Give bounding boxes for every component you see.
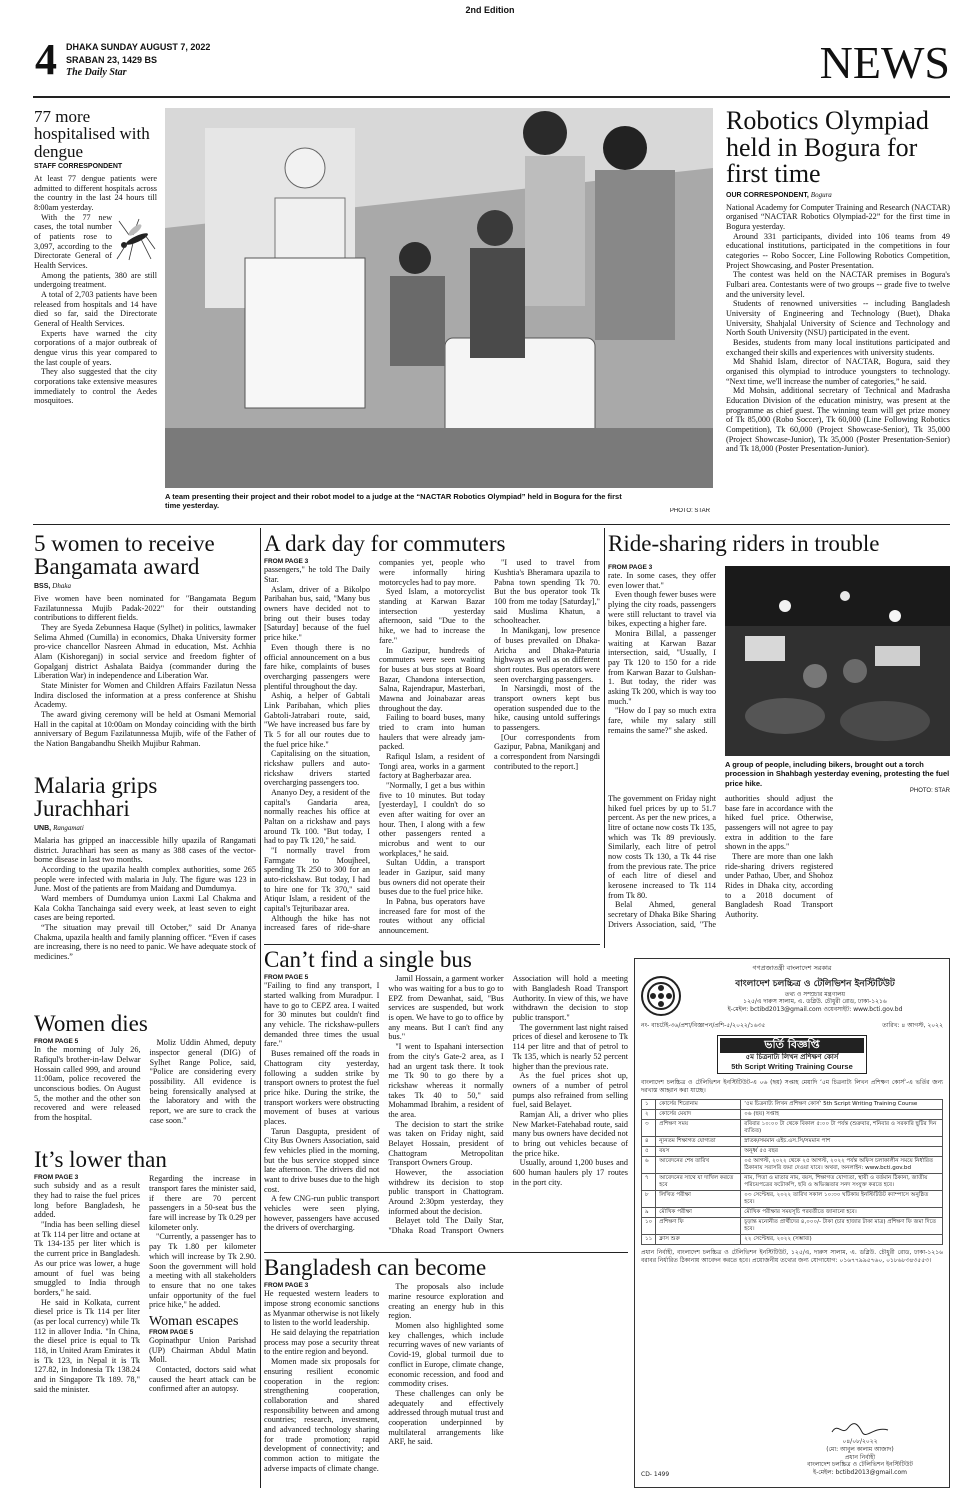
woman-escapes-p2: Contacted, doctors said what caused the heart attack can be confirmed after an autopsy. — [149, 1365, 256, 1394]
ad-table — [641, 1099, 943, 1245]
bd-become-p5: Momen also highlighted some key challenges, which include recurring waves of new variants of Covid-19, global turmoil due to conflict in Europe, climate change, economic recession, and food and commodity crises. — [388, 1321, 504, 1389]
women-dies-headline: Women dies — [34, 1012, 148, 1036]
single-bus-p2: Buses remained off the roads in Chattogram city yesterday, following a sudden strike by transport owners to protest the fuel price hike. During the strike, the transport workers were obstructing movement of buses at various places. — [264, 1049, 380, 1126]
ad-sign-org: বাংলাদেশ চলচ্চিত্র ও টেলিভিশন ইনস্টিটিউট — [807, 1461, 913, 1469]
commuters-p10: In Gazipur, hundreds of commuters were seen waiting for buses at bus stops at Board Bazar, Chandona intersection, Salna, Rajendrapur, Masterbari, Mawna and Joinabazar areas throughout the day. — [379, 645, 485, 713]
ad-row-value: ০৫ আগস্ট, ২০২২ থেকে ২৫ আগস্ট, ২০২২ পর্যন্ত অফিস চলাকালীন সময়ে নির্ধারিত ঠিকানায় সরাসরি জমা দেওয়া যাবে। অথবা, অনলাইন: www.bcti.gov.bd — [741, 1156, 943, 1173]
bangamata-p3: State Minister for Women and Children Affairs Fazilatun Nessa Indira disclosed the information at a press conference at Shishu Academy. — [34, 680, 256, 710]
ad-header — [641, 976, 943, 1016]
malaria-p3: Ward members of Dumdumya union Laxmi Lal Chakma and Kala Cokha Tanchainga said every week, at least seven to eight cases are being reported. — [34, 893, 256, 923]
robotics-p3: The contest was held on the NACTAR premises in Bogura's Fulbari area. Contestants were of two groups -- grade five to twelve and the university level. — [726, 270, 950, 299]
bangamata-byline-place: Dhaka — [52, 581, 71, 590]
ad-row-value: ‘৫ম চিত্রনাট্য লিখন প্রশিক্ষণ কোর্স’ 5th Script Writing Training Course — [741, 1099, 943, 1109]
robotics-headline: Robotics Olympiad held in Bogura for first time — [726, 108, 929, 189]
robotics-byline — [726, 191, 950, 199]
bd-become-p3: Momen made six proposals for ensuring resilient economic cooperation in the region: strengthening cooperation, collaboration and shared responsibility between and among countries; research, investment, and advanced technology sharing for trade promotion; rapid development of connectivity; and common action to mitigate the adverse impacts of climate change. — [264, 1357, 380, 1473]
torch-procession-art — [725, 566, 950, 756]
ad-table-row — [642, 1234, 943, 1244]
lower-than-headline: It’s lower than — [34, 1148, 167, 1172]
robotics-photo-art — [165, 108, 713, 488]
rideshare-headline: Ride-sharing riders in trouble — [608, 532, 880, 556]
ad-table-row — [642, 1173, 943, 1190]
paper-logo: The Daily Star — [66, 67, 127, 78]
torch-photo-credit: PHOTO: STAR — [909, 788, 950, 794]
ad-row-label: মৌখিক পরীক্ষা — [656, 1207, 741, 1217]
bangla-date: SRABAN 23, 1429 BS — [66, 55, 158, 65]
single-bus-p9: Belayet told The Daily Star, "Dhaka Road Transport Owners Association will hold a meeting with Bangladesh Road Transport Authority. In view of this, we have withdrawn the decision to stop public transport." — [388, 974, 628, 1235]
women-dies-from: FROM PAGE 5 — [34, 1038, 79, 1046]
ad-date: তারিখ: ৪ আগস্ট, ২০২২ — [882, 1022, 943, 1030]
lower-than-p3: He said in Kolkata, current diesel price is Tk 114 per liter (as per local currency) while Tk 112 in allover India. "In China, the diesel price is equal to Tk 118, in United Aram Emirates it is Tk 123, in Nepal it is Tk 127.82, in Indonesia Tk 138.24 and in Singapore Tk 189. 78," said the minister. — [34, 1297, 140, 1394]
rideshare-p5: The government on Friday night hiked fuel prices by up to 51.7 percent. As per the new prices, a litre of octane now costs Tk 135, which was Tk 89 previously. Similarly, each litre of petrol now costs Tk 130, a Tk 44 rise from the previous rate. The price of each litre of diesel and kerosene increased to Tk 114 from Tk 80. — [608, 794, 716, 900]
dengue-byline: STAFF CORRESPONDENT — [34, 162, 123, 170]
robotics-p4: Students of renowned universities -- including Bangladesh University of Engineering and Technology (Buet), Dhaka University, Shahjalal University of Science and Technology and North South University (NSU) participated in the event. — [726, 299, 950, 338]
single-bus-p12: Ramjan Ali, a driver who plies New Market-Fatehabad route, said many bus owners have decided not to bring out vehicles because of the price hike. — [512, 1109, 628, 1158]
ad-sign-title: প্রধান নির্বাহী — [844, 1453, 876, 1461]
ad-row-label: প্রশিক্ষণ ফি — [656, 1217, 741, 1234]
lower-than-p2: "India has been selling diesel at Tk 114 per litre and octane at Tk 134-135 per liter which is the current price in Bangladesh. As our price was lower, a huge amount of fuel was being smuggled to India through borders," he said. — [34, 1220, 140, 1297]
bd-become-article — [264, 1256, 628, 1490]
ad-row-number: ৬ — [642, 1156, 656, 1173]
rideshare-from: FROM PAGE 3 — [608, 564, 653, 571]
masthead-rule — [33, 96, 950, 98]
ad-course-en: 5th Script Writing Training Course — [731, 1061, 853, 1071]
dengue-p1: At least 77 dengue patients were admitted to different hospitals across the country in the last 24 hours till 8:00am yesterday. — [34, 173, 157, 212]
commuters-article — [264, 532, 600, 942]
ad-table-row — [642, 1217, 943, 1234]
ad-row-number: ৯ — [642, 1207, 656, 1217]
ad-row-number: ৪ — [642, 1136, 656, 1146]
single-bus-bottom-rule — [264, 1252, 628, 1253]
ad-footer-note: প্রধান নির্বাহী, বাংলাদেশ চলচ্চিত্র ও টেলিভিশন ইনস্টিটিউট, ১২৫/এ, দারুস সালাম, এ. ডব্লিউ. চৌধুরী রোড, ঢাকা-১২১৬ বরাবর নির্ধারিত ঠিকানায় আবেদন করতে হবে। প্রয়োজনীয় তথ্যের জন্য যোগাযোগ: ০১৬৭৭৯৯৫৭৬০, ০১৮৬৮৩৪৩৫৫৩। — [641, 1248, 943, 1264]
mosquito-illustration — [115, 215, 157, 261]
ad-table-row — [642, 1190, 943, 1207]
section-title: NEWS — [819, 40, 950, 86]
single-bus-article — [264, 948, 628, 1248]
page-number: 4 — [35, 38, 57, 82]
malaria-article — [34, 774, 256, 1010]
ad-table-row — [642, 1146, 943, 1156]
single-bus-p7: The decision to start the strike was taken on Friday night, said Belayet Hossain, president of Chattogram Metropolitan Transport Owners Group. — [388, 1119, 504, 1168]
ad-row-value: চূড়ান্ত মনোনীত প্রার্থীদের ৪,০০০/- টাকা (চার হাজার টাকা মাত্র) প্রশিক্ষণ ফি জমা দিতে হবে। — [741, 1217, 943, 1234]
lower-than-columns — [34, 1174, 256, 1394]
dengue-p4: A total of 2,703 patients have been released from hospitals and 14 have died so far, said the Directorate General of Health Services. — [34, 290, 157, 329]
rideshare-col1 — [608, 564, 716, 735]
rideshare-p7: There are more than one lakh ride-sharing drivers registered under Pathao, Uber, and Shohoz Rides in Dhaka city, according to a 2018 document of Bangladesh Road Transport Authority. — [725, 852, 833, 920]
ad-row-value: ০৩ সেপ্টেম্বর, ২০২২ তারিখ সকাল ১০:৩০ ঘটিকায় ইনস্টিটিউট ক্যাম্পাসে অনুষ্ঠিত হবে। — [741, 1190, 943, 1207]
commuters-p7: "I normally travel from Farmgate to Moujheel, spending Tk 250 to 300 for an auto-rickshaw. But today, I had to hire one for Tk 370," said Atiqur Islam, a resident of the capital's Tejturibazar area. — [264, 845, 370, 913]
ad-title-box — [717, 1035, 867, 1074]
dengue-p5: Experts have warned the city corporations of a major outbreak of dengue virus this year compared to the last couple of years. — [34, 328, 157, 367]
commuters-p4: Ashiq, a helper of Gabtali Link Paribahan, which plies Gabtoli-Jatrabari route, said, "We have increased bus fare by Tk 5 for all our routes due to the fuel price hike." — [264, 691, 370, 749]
ad-signature-block — [785, 1420, 935, 1477]
single-bus-p13: Usually, around 1,200 buses and 600 human haulers ply 17 routes in the port city. — [512, 1158, 628, 1187]
malaria-p4: “The situation may prevail till October,” said Dr Ananya Chakma, upazila health and family planning officer. “Even if cases are increasing, there is no need to panic. We have adequate stock of medicines.” — [34, 922, 256, 961]
bangamata-p1: Five women have been nominated for "Bangamata Begum Fazilatunnessa Mujib Padak-2022" for their outstanding contributions to different fields. — [34, 593, 256, 623]
rideshare-p3: Monira Billal, a passenger waiting at Karwan Bazar intersection, said, "Usually, I pay Tk 120 to 150 for a ride from Karwan Bazar to Gulshan-1. But today, the rider was asking Tk 200, which is way too much." — [608, 629, 716, 706]
bcti-logo — [641, 976, 681, 1016]
edition-label: 2nd Edition — [465, 5, 515, 15]
ad-sign-name: (মো: আবুল কালাম আজাদ) — [826, 1445, 894, 1453]
bd-become-p2: He said delaying the repatriation process may pose a security threat to the entire region and beyond. — [264, 1328, 380, 1357]
torch-procession-photo — [725, 566, 950, 756]
ad-row-value: মৌখিক পরীক্ষার সময়সূচি পরবর্তীতে জানানো হবে। — [741, 1207, 943, 1217]
bd-become-from: FROM PAGE 3 — [264, 1282, 309, 1290]
date-line: DHAKA SUNDAY AUGUST 7, 2022 — [66, 42, 211, 52]
mosquito-icon — [115, 215, 157, 261]
women-dies-article — [34, 1012, 256, 1144]
robotics-p6: Md Shahid Islam, director of NACTAR, Bogura, said they organised this olympiad to introduce youngsters to technology. “Next time, we'll increase the number of categories,” he said. — [726, 357, 950, 386]
ad-row-value: ২২ সেপ্টেম্বর, ২০২২ (সম্ভাব্য) — [741, 1234, 943, 1244]
ad-gov-line: গণপ্রজাতন্ত্রী বাংলাদেশ সরকার — [752, 964, 832, 972]
ad-signature-date: ০৪/০৮/২০২২ — [842, 1438, 878, 1446]
commuters-p9: Syed Islam, a motorcyclist standing at Karwan Bazar intersection yesterday afternoon, said "Due to the hike, we had to increase the fare." — [379, 587, 485, 645]
single-bus-p5: Jamil Hossain, a garment worker who was waiting for a bus to go to EPZ from Dewanhat, said, "Bus services are suspended, but work is open. We have to go to office by any means. But I can't find any bus." — [388, 974, 504, 1042]
ad-title: ভর্তি বিজ্ঞপ্তি — [720, 1038, 864, 1052]
ad-row-value: অনূর্ধ্ব ৫৫ বছর — [741, 1146, 943, 1156]
rideshare-p6: Belal Ahmed, general secretary of Dhaka Bike Sharing Drivers Association, said, "The authorities should adjust the base fare in accordance with the hiked fuel price. Otherwise, passengers will not agree to pay extra in addition to the fare shown in the apps." — [608, 794, 833, 929]
woman-escapes-from: FROM PAGE 5 — [149, 1329, 194, 1337]
ad-row-value: নাম, পিতা ও মাতার নাম, বয়স, শিক্ষাগত যোগ্যতা, স্থায়ী ও বর্তমান ঠিকানা, জাতীয় পরিচয়পত্রের ফটোকপি, ছবি ও অভিজ্ঞতার সনদ সংযুক্ত করতে হবে। — [741, 1173, 943, 1190]
malaria-p2: According to the upazila health complex authorities, some 265 people were infected with malaria in July. The figure was 123 in June. Most of the patients are from Maidang and Dumdumya. — [34, 864, 256, 894]
robotics-byline-name: OUR CORRESPONDENT, — [726, 191, 809, 199]
commuters-p11: Failing to board buses, many tried to cram into human haulers that were already jam-packed. — [379, 713, 485, 752]
ad-intro: বাংলাদেশ চলচ্চিত্র ও টেলিভিশন ইনস্টিটিউট-এ ০৬ (ছয়) সপ্তাহ মেয়াদি ‘৫ম চিত্রনাট্য লিখন প্রশিক্ষণ কোর্স’-এ ভর্তির জন্য দরখাস্ত আহ্বান করা যাচ্ছে। — [641, 1079, 943, 1095]
bangamata-byline — [34, 582, 256, 590]
dengue-p6: They also suggested that the city corporations take extensive measures immediately to control the Aedes mosquitoes. — [34, 367, 157, 406]
robotics-photo-caption: A team presenting their project and their robot model to a judge at the “NACTAR Robotics Olympiad” held in Bogura for the first time yesterday. — [165, 492, 622, 511]
ad-row-value: রবিবার ১০:০০ টা থেকে বিকাল ৫:০০ টা পর্যন্ত (শুক্রবার, শনিবার ও সরকারি ছুটির দিন ব্যতিত) — [741, 1119, 943, 1136]
signature-icon — [830, 1420, 890, 1438]
ad-row-label: বয়স — [656, 1146, 741, 1156]
ad-row-number: ১০ — [642, 1217, 656, 1234]
robotics-p5: Besides, students from many local institutions participated and exchanged their skills and experiences with university students. — [726, 337, 950, 357]
ad-sign-email: ই-মেইল: bctibd2013@gmail.com — [813, 1469, 907, 1477]
rideshare-article — [608, 532, 950, 942]
lower-than-p4: Regarding the increase in transport fares the minister said, if there are 70 percent passengers in a 50-seat bus the fare will increase by Tk 0.29 per kilometer only. — [149, 1174, 256, 1232]
malaria-byline-name: UNB, — [34, 824, 52, 832]
ad-row-label: ক্লাস শুরু — [656, 1234, 741, 1244]
single-bus-p3: Tarun Dasgupta, president of City Bus Owners Association, said few vehicles plied in the morning, but the bus service stopped since late afternoon. The drivers did not want to drive buses due to the high cost. — [264, 1126, 380, 1194]
ad-address: ১২৫/এ দারুস সালাম, এ. ডব্লিউ. চৌধুরী রোড, ঢাকা-১২১৬ — [743, 998, 887, 1006]
ad-table-row — [642, 1156, 943, 1173]
dengue-p3: Among the patients, 380 are still undergoing treatment. — [34, 270, 157, 290]
single-bus-p8: However, the association withdrew its decision to stop public transport in Chattogram. Around 2:30pm yesterday, they informed about the decision. — [388, 1167, 504, 1216]
commuters-p3: Even though there is no official announcement on a bus fare hike, complaints of buses overcharging passengers were plentiful throughout the day. — [264, 642, 370, 691]
bcti-advertisement — [634, 958, 950, 1488]
commuters-p2: Aslam, driver of a Bikolpo Paribahan bus, said, "Many bus owners have decided not to bring out their buses today [Saturday] because of the fuel price hike." — [264, 584, 370, 643]
dengue-body — [34, 174, 157, 406]
single-bus-p1: "Failing to find any transport, I started walking from Muradpur. I have to go to CEPZ area. I waited for 30 minutes but couldn't find any vehicle. The rickshaw-pullers demanded three times the usual fare." — [264, 981, 380, 1049]
commuters-p13: "Normally, I get a bus within five to 10 minutes. But today [yesterday], I couldn't do so even after waiting for over an hour. Then, I along with a few other passengers rented a microbus and went to our workplaces," he said. — [379, 780, 485, 858]
bd-become-p1: He requested western leaders to impose strong economic sanctions as Myanmar otherwise is not likely to listen to the world leadership. — [264, 1289, 380, 1328]
ad-row-number: ১ — [642, 1099, 656, 1109]
ad-row-label: আবেদনের শেষ তারিখ — [656, 1156, 741, 1173]
commuters-p15: In Pabna, bus operators have increased fare for most of the routes without any official announcement. — [379, 896, 485, 935]
commuters-p12: Rafiqul Islam, a resident of Tongi area, works in a garment factory at Bagherbazar area. — [379, 751, 485, 781]
ad-row-value: ০৬ (ছয়) সপ্তাহ — [741, 1109, 943, 1119]
commuters-p8: Although the hike has not increased fares of ride-share companies yet, people who were informally hiring motorcycles had to pay more. — [264, 558, 485, 933]
commuters-bottom-rule — [264, 944, 600, 945]
single-bus-p6: "I went to Ispahani intersection from the city's Gate-2 area, as I had an urgent task there. It took me Tk 90 to go there by a rickshaw whereas it normally takes Tk 40 to 50," said Mohammad Ibrahim, a resident of the area. — [388, 1042, 504, 1119]
lower-than-p1: such subsidy and as a result they had to raise the fuel prices long before Bangladesh, he added. — [34, 1181, 140, 1220]
film-reel-icon — [646, 981, 676, 1011]
commuters-p1: passengers," he told The Daily Star. — [264, 565, 370, 585]
lower-than-article — [34, 1148, 256, 1488]
ad-table-row — [642, 1109, 943, 1119]
robotics-byline-place: Bogura — [810, 190, 832, 199]
ad-table-row — [642, 1099, 943, 1109]
ad-memo-row — [641, 1022, 943, 1030]
ad-row-number: ১১ — [642, 1234, 656, 1244]
commuters-p17: In Manikganj, low presence of buses prevailed on Dhaka-Aricha and Dhaka-Paturia highways as well as on different short routes. Bus operators were seen overcharging passengers. — [494, 626, 600, 684]
ad-ministry: তথ্য ও সম্প্রচার মন্ত্রণালয় — [784, 990, 846, 998]
robotics-article — [726, 108, 950, 518]
malaria-p1: Malaria has gripped an inaccessible hilly upazila of Rangamati district. Jurachhari has seen as many as 388 cases of the vector-borne disease in last two months. — [34, 835, 256, 865]
single-bus-p4: A few CNG-run public transport vehicles were seen plying, however, passengers have accused the drivers of overcharging. — [264, 1194, 380, 1233]
bangamata-byline-name: BSS, — [34, 582, 51, 590]
single-bus-body — [264, 974, 628, 1238]
ad-table-row — [642, 1207, 943, 1217]
commuters-headline: A dark day for commuters — [264, 532, 506, 556]
rideshare-lower — [608, 794, 950, 934]
robotics-p7: Md Mohsin, additional secretary of Technical and Madrasha Education Division of the education ministry, was present at the programme as chief guest. The winning team will get prize money of Tk 85,000 (Robo Soccer), Tk 60,000 (Line Following Robotics Competition), Tk 60,000 (Project Showcase-Senior), Tk 35,000 (Project Showcase-Junior), Tk 35,000 (Poster Presentation-Senior) and Tk 18,000 (Poster Presentation-Junior). — [726, 386, 950, 454]
commuters-from: FROM PAGE 3 — [264, 558, 309, 566]
rideshare-p1: rate. In some cases, they offer even lower that." — [608, 571, 716, 590]
ad-email-web: ই-মেইল: bctibd2013@gmail.com ওয়েবসাইট: www.bcti.gov.bd — [727, 1006, 903, 1014]
women-dies-p1: In the morning of July 26, Rafiqul's brother-in-law Delwar Hossain called 999, and around 11:00am, police recovered the unconscious bodies. On August 5, the mother and the other son recovered and were released from the hospital. — [34, 1045, 141, 1123]
lower-than-col2-body — [149, 1174, 256, 1309]
ad-cd-number: CD- 1499 — [641, 1471, 670, 1479]
ad-row-number: ৭ — [642, 1173, 656, 1190]
ad-row-number: ২ — [642, 1109, 656, 1119]
commuters-p5: Capitalising on the situation, rickshaw pullers and auto-rickshaw drivers started overcharging passengers too. — [264, 749, 370, 788]
dengue-article — [34, 108, 157, 518]
single-bus-p11: As the fuel prices shot up, owners of a number of petrol pumps also refrained from selling fuel, said Belayet. — [512, 1071, 628, 1110]
single-bus-headline: Can’t find a single bus — [264, 948, 472, 972]
robotics-body — [726, 203, 950, 454]
bd-become-headline: Bangladesh can become — [264, 1256, 487, 1280]
column-rule-left — [260, 528, 261, 1488]
robotics-p2: Around 331 participants, divided into 106 teams from 49 educational institutions, participated in the competitions in four categories -- Robo Soccer, Line Following Robotics Competition, Project Showcasing, and Poster Presentation. — [726, 231, 950, 270]
lower-than-from: FROM PAGE 3 — [34, 1174, 79, 1182]
ad-table-row — [642, 1119, 943, 1136]
woman-escapes-body — [149, 1329, 256, 1394]
robotics-p1: National Academy for Computer Training and Research (NACTAR) organised “NACTAR Robotics Olympiad-22” for the first time in Bogura yesterday. — [726, 202, 950, 231]
bangamata-p4: The award giving ceremony will be held at Osmani Memorial Hall in the capital at 10:00am on Monday coinciding with the birth anniversary of Begum Fazilatunnessa Mujib, wife of the Father of the Nation Bangabandhu Sheikh Mujibur Rahman. — [34, 709, 256, 748]
bd-become-body — [264, 1282, 628, 1482]
top-section-rule — [33, 524, 950, 525]
bangamata-p2: They are Syeda Zebunnesa Haque (Sylhet) in politics, lawmaker Selima Ahmed (Cumilla) in economics, Dhaka University former pro-vice chancellor Nasreen Ahmad in education, Mst. Achhia Alam (Kishoreganj) in social service and freedom fighter of Gopalganj district Ashalata Baidya (commander during the Liberation War) in independence and Liberation War. — [34, 622, 256, 681]
single-bus-from: FROM PAGE 5 — [264, 974, 309, 982]
dengue-p2: With the 77 new cases, the total number of patients rose to 3,097, according to the Directorate General of Health Services. — [34, 212, 112, 271]
lower-than-col2 — [149, 1174, 256, 1394]
ad-row-label: প্রশিক্ষণ সময় — [656, 1119, 741, 1136]
single-bus-p10: The government last night raised prices of diesel and kerosene to Tk 114 per litre and that of petrol to Tk 135, which is nearly 52 percent higher than the previous rate. — [512, 1022, 628, 1071]
malaria-byline — [34, 824, 256, 832]
column-rule-mid — [604, 528, 605, 948]
ad-row-label: ন্যূনতম শিক্ষাগত যোগ্যতা — [656, 1136, 741, 1146]
commuters-p14: Sultan Uddin, a transport leader in Gazipur, said many bus owners did not operate their buses due to the fuel price hike. — [379, 858, 485, 897]
commuters-p6: Ananyo Dey, a resident of the capital's Gandaria area, normally reaches his office at Paltan on a rickshaw and pays around Tk 100. "But today, I had to pay Tk 120," he said. — [264, 787, 370, 846]
torch-photo-caption: A group of people, including bikers, brought out a torch procession in Shahbagh yesterday evening, protesting the fuel price hike. — [725, 760, 950, 788]
robotics-photo-credit: PHOTO: STAR — [669, 508, 710, 514]
ad-memo: নং- বাচটেই-৩৬/প্রশা/বিজ্ঞাপন/প্রশি-৫/২০২২/১৬৩৫ — [641, 1022, 766, 1030]
bangamata-body — [34, 594, 256, 749]
ad-subtitle: ৫ম চিত্রনাট্য লিখন প্রশিক্ষণ কোর্স — [745, 1052, 839, 1061]
robotics-photo — [165, 108, 713, 488]
ad-header-text — [687, 979, 943, 1014]
bangamata-article — [34, 532, 256, 772]
commuters-p19: [Our correspondents from Gazipur, Pabna, Manikganj and a correspondent from Narsingdi contributed to the report.] — [494, 732, 600, 771]
lower-than-p5: "Currently, a passenger has to pay Tk 1.80 per kilometer which will increase by Tk 2.90. Soon the government will hold a meeting with all stakeholders to ensure that no one takes unfair opportunity of the fuel price hike," he added. — [149, 1232, 256, 1310]
commuters-body — [264, 558, 600, 938]
commuters-p18: In Narsingdi, most of the transport owners kept bus operation suspended due to the hike, causing untold sufferings to passengers. — [494, 684, 600, 732]
ad-row-value: স্নাতক/সমমান এইচ.এস.সি/সমমান পাশ — [741, 1136, 943, 1146]
malaria-body — [34, 836, 256, 962]
woman-escapes-headline: Woman escapes — [149, 1313, 239, 1329]
ad-row-label: কোর্সের মেয়াদ — [656, 1109, 741, 1119]
bd-become-p6: These challenges can only be adequately and effectively addressed through mutual trust and cooperation underpinned by multilateral arrangements like ARF, he said. — [388, 1388, 504, 1447]
ad-row-number: ৫ — [642, 1146, 656, 1156]
malaria-byline-place: Rangamati — [53, 823, 84, 832]
ad-table-row — [642, 1136, 943, 1146]
women-dies-p2: Moliz Uddin Ahmed, deputy inspector general (DIG) of Sylhet Range Police, said, "Police are considering every possibility. All evidence is being forensically analysed at the laboratory and with the report, we are sure to crack the case soon." — [149, 1038, 256, 1125]
woman-escapes-p1: Gopinathpur Union Parishad (UP) Chairman Abdul Matin Moll. — [149, 1336, 256, 1365]
commuters-p16: "I used to travel from Kushtia's Bheramara upazila to Pabna town spending Tk 70. But the bus operator took Tk 100 from me today [Saturday]," said Muslima Khatun, a schoolteacher. — [494, 558, 600, 626]
ad-row-label: কোর্সের শিরোনাম — [656, 1099, 741, 1109]
bangamata-headline: 5 women to receive Bangamata award — [34, 532, 215, 580]
bd-become-p4: The proposals also include marine resource exploration and creating an energy hub in this region. — [388, 1282, 504, 1321]
ad-table-body — [642, 1099, 943, 1244]
rideshare-p4: "How do I pay so much extra fare, while my salary still remains the same?" she asked. — [608, 706, 716, 735]
rideshare-p2: Even though fewer buses were plying the city roads, passengers were still reluctant to travel via bikes, expecting a higher fare. — [608, 590, 716, 629]
malaria-headline: Malaria grips Jurachhari — [34, 774, 158, 822]
ad-row-label: আবেদনের সাথে যা দাখিল করতে হবে — [656, 1173, 741, 1190]
dengue-headline: 77 more hospitalised with dengue — [34, 108, 150, 161]
ad-row-number: ৮ — [642, 1190, 656, 1207]
lower-than-col1 — [34, 1174, 140, 1394]
ad-row-label: লিখিত পরীক্ষা — [656, 1190, 741, 1207]
ad-row-number: ৩ — [642, 1119, 656, 1136]
ad-org-name: বাংলাদেশ চলচ্চিত্র ও টেলিভিশন ইনস্টিটিউট — [735, 978, 895, 989]
women-dies-body — [34, 1038, 256, 1125]
